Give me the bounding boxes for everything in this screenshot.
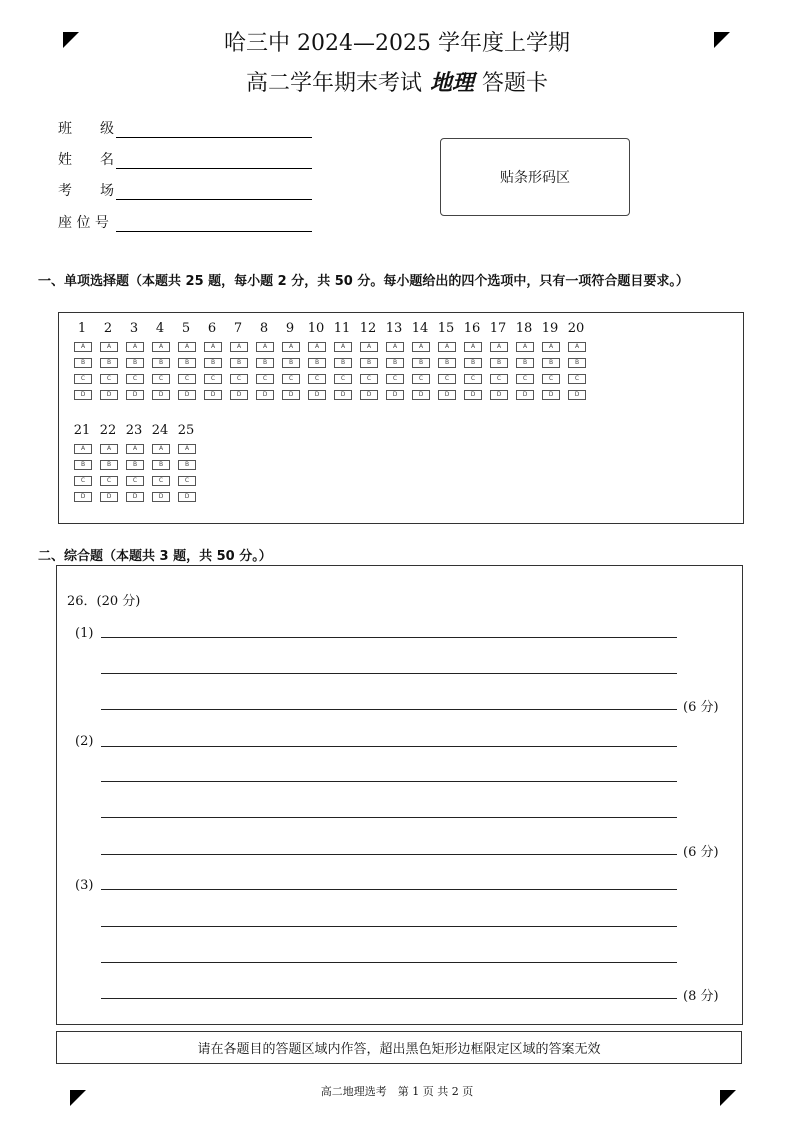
answer-bubble-a[interactable]: A <box>386 342 404 352</box>
answer-line[interactable] <box>101 637 677 638</box>
answer-line[interactable] <box>101 854 677 855</box>
section2-title: 二、综合题（本题共 3 题，共 50 分。） <box>38 549 272 564</box>
answer-bubble-a[interactable]: A <box>542 342 560 352</box>
subject-name: 地理 <box>429 70 474 96</box>
answer-bubble-c[interactable]: C <box>230 374 248 384</box>
page-footer: 高二地理选考 第 1 页 共 2 页 <box>320 1085 474 1098</box>
info-fill-line[interactable] <box>116 217 312 232</box>
answer-bubble-c[interactable]: C <box>178 476 196 486</box>
barcode-label: 贴条形码区 <box>500 170 570 186</box>
answer-bubble-d[interactable]: D <box>412 390 430 400</box>
answer-line[interactable] <box>101 709 677 710</box>
answer-bubble-d[interactable]: D <box>74 390 92 400</box>
question-number: 2 <box>103 321 113 336</box>
answer-bubble-b[interactable]: B <box>126 358 144 368</box>
answer-bubble-b[interactable]: B <box>282 358 300 368</box>
info-fill-line[interactable] <box>116 154 312 169</box>
answer-bubble-c[interactable]: C <box>464 374 482 384</box>
info-label: 姓 名 <box>58 152 114 168</box>
multiple-choice-box <box>58 312 744 524</box>
answer-bubble-c[interactable]: C <box>308 374 326 384</box>
question-number: 17 <box>489 321 507 336</box>
info-label: 班 级 <box>58 121 114 137</box>
answer-line[interactable] <box>101 817 677 818</box>
answer-bubble-d[interactable]: D <box>464 390 482 400</box>
answer-bubble-b[interactable]: B <box>74 460 92 470</box>
answer-bubble-d[interactable]: D <box>282 390 300 400</box>
answer-bubble-b[interactable]: B <box>438 358 456 368</box>
answer-bubble-c[interactable]: C <box>74 476 92 486</box>
answer-bubble-b[interactable]: B <box>256 358 274 368</box>
info-field-room[interactable] <box>58 180 312 200</box>
answer-bubble-d[interactable]: D <box>126 492 144 502</box>
answer-bubble-c[interactable]: C <box>100 374 118 384</box>
answer-bubble-b[interactable]: B <box>334 358 352 368</box>
answer-bubble-a[interactable]: A <box>516 342 534 352</box>
answer-bubble-b[interactable]: B <box>100 358 118 368</box>
answer-bubble-a[interactable]: A <box>152 342 170 352</box>
info-field-class[interactable] <box>58 118 312 138</box>
answer-bubble-b[interactable]: B <box>178 358 196 368</box>
answer-bubble-a[interactable]: A <box>360 342 378 352</box>
info-field-seat[interactable] <box>58 212 312 232</box>
answer-bubble-d[interactable]: D <box>334 390 352 400</box>
question-26-header: 26．(20 分) <box>67 594 141 609</box>
part-2-label: (2) <box>75 734 94 749</box>
answer-line[interactable] <box>101 998 677 999</box>
answer-bubble-b[interactable]: B <box>100 460 118 470</box>
answer-bubble-c[interactable]: C <box>542 374 560 384</box>
notice-banner <box>56 1031 742 1064</box>
answer-bubble-c[interactable]: C <box>126 476 144 486</box>
part-3-label: (3) <box>75 878 94 893</box>
answer-bubble-d[interactable]: D <box>152 492 170 502</box>
answer-bubble-a[interactable]: A <box>230 342 248 352</box>
answer-bubble-d[interactable]: D <box>178 390 196 400</box>
answer-bubble-a[interactable]: A <box>152 444 170 454</box>
info-fill-line[interactable] <box>116 185 312 200</box>
page-title: 哈三中 2024—2025 学年度上学期 <box>224 31 570 56</box>
answer-bubble-a[interactable]: A <box>282 342 300 352</box>
answer-line[interactable] <box>101 673 677 674</box>
answer-bubble-b[interactable]: B <box>464 358 482 368</box>
part-1-score: (6 分) <box>683 700 719 715</box>
question-number: 4 <box>155 321 165 336</box>
answer-bubble-d[interactable]: D <box>178 492 196 502</box>
question-number: 19 <box>541 321 559 336</box>
answer-bubble-a[interactable]: A <box>74 342 92 352</box>
answer-bubble-b[interactable]: B <box>308 358 326 368</box>
question-number: 12 <box>359 321 377 336</box>
answer-bubble-b[interactable]: B <box>152 460 170 470</box>
answer-bubble-d[interactable]: D <box>516 390 534 400</box>
answer-line[interactable] <box>101 926 677 927</box>
answer-bubble-d[interactable]: D <box>360 390 378 400</box>
answer-bubble-b[interactable]: B <box>204 358 222 368</box>
subtitle-pre: 高二学年期末考试 <box>245 71 422 96</box>
question-number: 6 <box>207 321 217 336</box>
answer-line[interactable] <box>101 781 677 782</box>
info-fill-line[interactable] <box>116 123 312 138</box>
answer-bubble-c[interactable]: C <box>152 374 170 384</box>
question-number: 13 <box>385 321 403 336</box>
answer-line[interactable] <box>101 889 677 890</box>
page-subtitle <box>0 66 794 97</box>
question-number: 23 <box>125 423 143 438</box>
answer-bubble-a[interactable]: A <box>178 342 196 352</box>
answer-bubble-a[interactable]: A <box>490 342 508 352</box>
answer-bubble-a[interactable]: A <box>100 444 118 454</box>
answer-bubble-d[interactable]: D <box>256 390 274 400</box>
answer-bubble-c[interactable]: C <box>256 374 274 384</box>
question-number: 3 <box>129 321 139 336</box>
answer-bubble-b[interactable]: B <box>542 358 560 368</box>
question-number: 24 <box>151 423 169 438</box>
answer-bubble-c[interactable]: C <box>438 374 456 384</box>
answer-bubble-d[interactable]: D <box>152 390 170 400</box>
subtitle-post: 答题卡 <box>482 71 549 96</box>
answer-bubble-a[interactable]: A <box>100 342 118 352</box>
question-number: 20 <box>567 321 585 336</box>
answer-bubble-b[interactable]: B <box>516 358 534 368</box>
answer-bubble-d[interactable]: D <box>490 390 508 400</box>
answer-bubble-d[interactable]: D <box>230 390 248 400</box>
question-number: 21 <box>73 423 91 438</box>
answer-bubble-c[interactable]: C <box>282 374 300 384</box>
answer-bubble-b[interactable]: B <box>360 358 378 368</box>
answer-bubble-c[interactable]: C <box>178 374 196 384</box>
info-label: 座 位 号 <box>58 215 109 231</box>
answer-bubble-d[interactable]: D <box>438 390 456 400</box>
answer-bubble-a[interactable]: A <box>308 342 326 352</box>
answer-bubble-d[interactable]: D <box>74 492 92 502</box>
answer-bubble-a[interactable]: A <box>178 444 196 454</box>
answer-bubble-d[interactable]: D <box>126 390 144 400</box>
question-number: 7 <box>233 321 243 336</box>
answer-bubble-c[interactable]: C <box>334 374 352 384</box>
answer-bubble-b[interactable]: B <box>412 358 430 368</box>
answer-bubble-c[interactable]: C <box>74 374 92 384</box>
answer-bubble-c[interactable]: C <box>412 374 430 384</box>
question-number: 15 <box>437 321 455 336</box>
answer-bubble-c[interactable]: C <box>386 374 404 384</box>
answer-bubble-c[interactable]: C <box>152 476 170 486</box>
part-1-label: (1) <box>75 626 94 641</box>
answer-bubble-b[interactable]: B <box>126 460 144 470</box>
question-number: 11 <box>333 321 351 336</box>
question-number: 8 <box>259 321 269 336</box>
question-number: 25 <box>177 423 195 438</box>
answer-bubble-a[interactable]: A <box>204 342 222 352</box>
answer-bubble-a[interactable]: A <box>334 342 352 352</box>
answer-bubble-a[interactable]: A <box>412 342 430 352</box>
answer-bubble-c[interactable]: C <box>100 476 118 486</box>
info-field-name[interactable] <box>58 149 312 169</box>
barcode-area <box>440 138 630 216</box>
answer-bubble-b[interactable]: B <box>152 358 170 368</box>
question-number: 5 <box>181 321 191 336</box>
question-number: 18 <box>515 321 533 336</box>
question-number: 1 <box>77 321 87 336</box>
answer-bubble-a[interactable]: A <box>438 342 456 352</box>
question-number: 14 <box>411 321 429 336</box>
part-2-score: (6 分) <box>683 845 719 860</box>
answer-bubble-a[interactable]: A <box>464 342 482 352</box>
answer-bubble-b[interactable]: B <box>490 358 508 368</box>
section1-title: 一、单项选择题（本题共 25 题，每小题 2 分，共 50 分。每小题给出的四个选项中，只有一项符合题目要求。） <box>38 274 689 289</box>
part-3-score: (8 分) <box>683 989 719 1004</box>
answer-line[interactable] <box>101 962 677 963</box>
answer-bubble-b[interactable]: B <box>178 460 196 470</box>
answer-bubble-d[interactable]: D <box>568 390 586 400</box>
question-number: 16 <box>463 321 481 336</box>
answer-bubble-a[interactable]: A <box>256 342 274 352</box>
composite-question-box <box>56 565 743 1025</box>
answer-bubble-a[interactable]: A <box>126 444 144 454</box>
answer-bubble-c[interactable]: C <box>126 374 144 384</box>
answer-bubble-c[interactable]: C <box>490 374 508 384</box>
answer-bubble-b[interactable]: B <box>74 358 92 368</box>
answer-bubble-c[interactable]: C <box>360 374 378 384</box>
answer-bubble-d[interactable]: D <box>542 390 560 400</box>
answer-bubble-a[interactable]: A <box>126 342 144 352</box>
question-number: 22 <box>99 423 117 438</box>
info-label: 考 场 <box>58 183 114 199</box>
answer-bubble-b[interactable]: B <box>386 358 404 368</box>
answer-bubble-b[interactable]: B <box>230 358 248 368</box>
answer-bubble-c[interactable]: C <box>516 374 534 384</box>
notice-text: 请在各题目的答题区域内作答，超出黑色矩形边框限定区域的答案无效 <box>197 1042 601 1057</box>
answer-bubble-a[interactable]: A <box>568 342 586 352</box>
answer-bubble-d[interactable]: D <box>386 390 404 400</box>
answer-line[interactable] <box>101 746 677 747</box>
question-number: 9 <box>285 321 295 336</box>
answer-bubble-c[interactable]: C <box>204 374 222 384</box>
answer-bubble-d[interactable]: D <box>100 492 118 502</box>
answer-bubble-a[interactable]: A <box>74 444 92 454</box>
answer-bubble-d[interactable]: D <box>308 390 326 400</box>
question-number: 10 <box>307 321 325 336</box>
answer-bubble-c[interactable]: C <box>568 374 586 384</box>
answer-bubble-d[interactable]: D <box>100 390 118 400</box>
answer-bubble-b[interactable]: B <box>568 358 586 368</box>
answer-bubble-d[interactable]: D <box>204 390 222 400</box>
